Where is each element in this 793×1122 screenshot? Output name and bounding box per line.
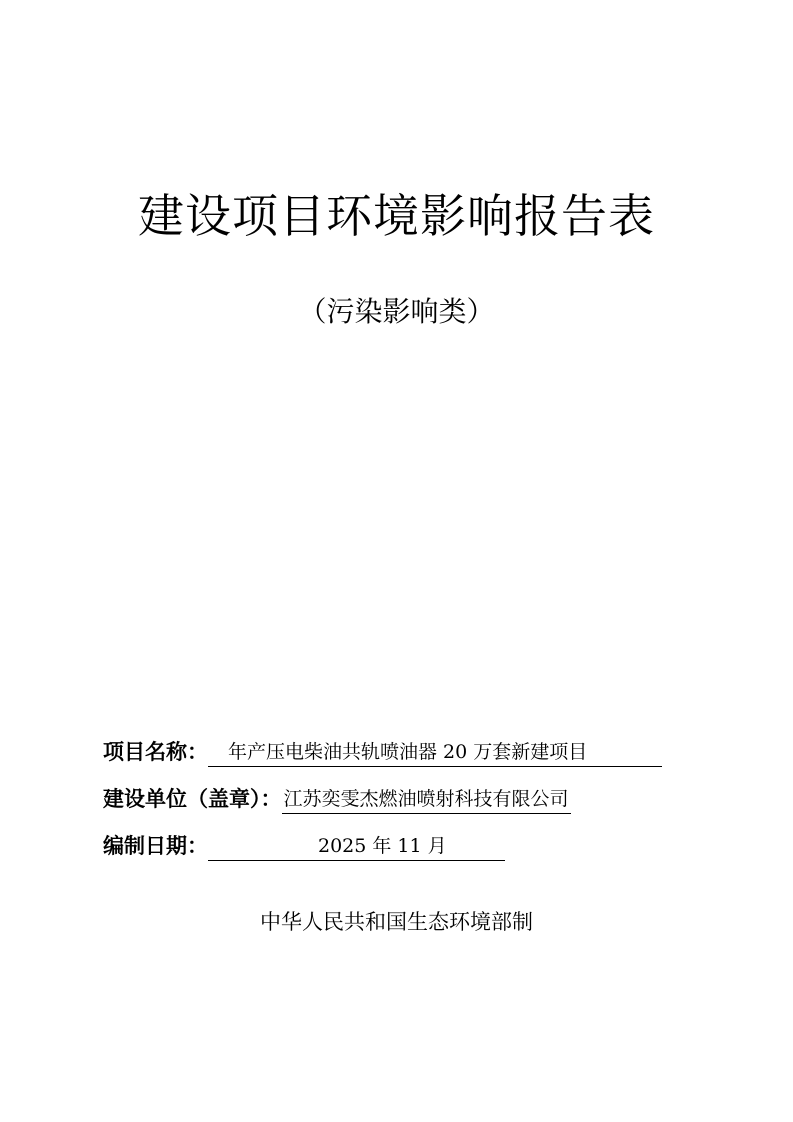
project-name-row	[103, 735, 662, 767]
compile-date-value: 2025 年 11 月	[208, 832, 505, 861]
compile-date-label: 编制日期：	[103, 834, 208, 858]
compile-date-row	[103, 829, 505, 861]
construction-unit-value: 江苏奕雯杰燃油喷射科技有限公司	[282, 785, 571, 814]
construction-unit-row	[103, 782, 571, 814]
project-name-label: 项目名称：	[103, 740, 208, 764]
issuing-authority: 中华人民共和国生态环境部制	[260, 910, 533, 934]
document-title: 建设项目环境影响报告表	[138, 189, 655, 243]
construction-unit-label: 建设单位（盖章）：	[103, 787, 282, 811]
document-subtitle: （污染影响类）	[298, 295, 495, 328]
project-name-value: 年产压电柴油共轨喷油器 20 万套新建项目	[208, 738, 662, 767]
